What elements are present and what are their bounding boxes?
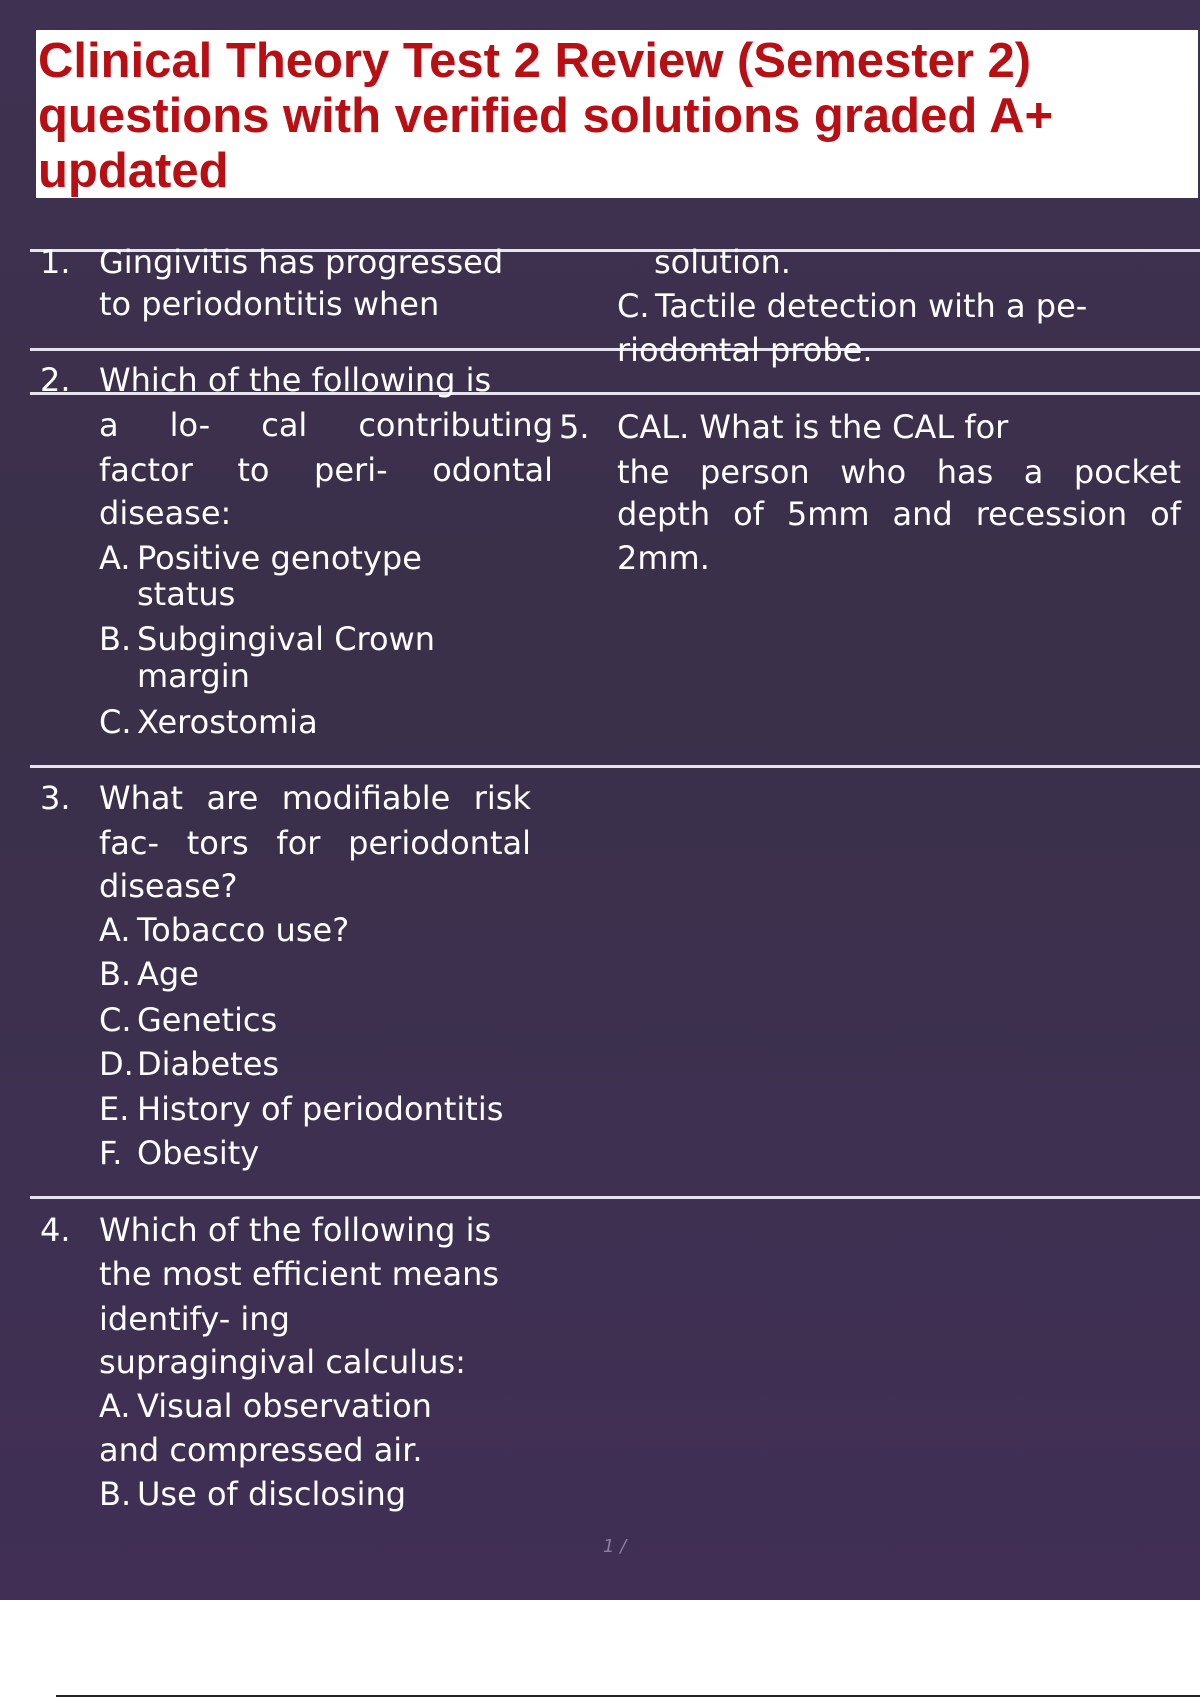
question-5-line-3: depth of 5mm and recession of — [617, 495, 1181, 533]
divider-q4 — [30, 1196, 1200, 1199]
question-3-option-c — [99, 998, 277, 1042]
option-text: Tobacco use? — [137, 911, 350, 949]
question-3-line-1: What are modifiable risk — [99, 779, 531, 817]
option-letter: B. — [99, 620, 132, 658]
question-4-line-4: supragingival calculus: — [99, 1343, 466, 1381]
title-box — [36, 30, 1198, 198]
option-letter: B. — [99, 955, 132, 993]
question-2-option-a-cont: status — [137, 575, 236, 613]
right-continuation-line: solution. — [654, 243, 791, 281]
question-2-number: 2. — [40, 361, 71, 399]
question-2-option-b-cont: margin — [137, 657, 250, 695]
question-5-line-4: 2mm. — [617, 539, 710, 577]
title-line-3: updated — [38, 144, 229, 198]
question-2-line-2: a lo- cal contributing — [99, 406, 553, 444]
question-2-line-4: disease: — [99, 494, 232, 532]
question-3-option-f — [99, 1131, 259, 1175]
option-text: Tactile detection with a pe- — [655, 287, 1088, 325]
page-title — [36, 30, 1198, 199]
option-text: Visual observation — [137, 1387, 432, 1425]
question-4-option-a-cont: and compressed air. — [99, 1431, 423, 1469]
option-letter: B. — [99, 1475, 132, 1513]
question-3-option-e — [99, 1087, 503, 1131]
option-letter: C. — [99, 1001, 132, 1039]
question-3-line-3: disease? — [99, 867, 238, 905]
divider-q2 — [30, 348, 1200, 351]
option-letter: C. — [617, 287, 650, 325]
question-1-line-2: to periodontitis when — [99, 285, 440, 323]
option-text: Diabetes — [137, 1045, 280, 1083]
title-line-1: Clinical Theory Test 2 Review (Semester 2) — [38, 34, 1032, 88]
question-3-option-d — [99, 1042, 279, 1086]
question-4-line-1: Which of the following is — [99, 1211, 492, 1249]
page-mark: 1 / — [603, 1536, 627, 1557]
option-text: Genetics — [137, 1001, 278, 1039]
option-letter: A. — [99, 911, 131, 949]
question-4-option-a — [99, 1384, 432, 1428]
option-text: Subgingival Crown — [137, 620, 436, 658]
question-2-option-c — [99, 700, 318, 744]
divider-q3 — [30, 765, 1200, 768]
option-letter: D. — [99, 1045, 134, 1083]
option-text: History of periodontitis — [137, 1090, 504, 1128]
question-3-option-b — [99, 952, 199, 996]
question-4-number: 4. — [40, 1211, 71, 1249]
question-5-line-1: CAL. What is the CAL for — [617, 408, 1009, 446]
question-4-line-2: the most efficient means — [99, 1255, 500, 1293]
question-3-number: 3. — [40, 779, 71, 817]
question-5-number: 5. — [559, 408, 590, 446]
question-2-line-3: factor to peri- odontal — [99, 451, 553, 489]
question-3-line-2: fac- tors for periodontal — [99, 824, 531, 862]
option-text: Xerostomia — [137, 703, 318, 741]
option-letter: A. — [99, 1387, 131, 1425]
question-3-option-a — [99, 908, 349, 952]
option-text: Age — [137, 955, 199, 993]
question-5-line-2: the person who has a pocket — [617, 453, 1181, 491]
question-1-line-1: Gingivitis has progressed — [99, 243, 504, 281]
option-letter: A. — [99, 539, 131, 577]
right-option-c — [617, 284, 1087, 328]
option-text: Obesity — [137, 1134, 260, 1172]
title-line-2: questions with verified solutions graded A+ — [38, 89, 1054, 143]
option-letter: C. — [99, 703, 132, 741]
option-letter: F. — [99, 1134, 123, 1172]
question-4-option-b — [99, 1472, 406, 1516]
option-text: Use of disclosing — [137, 1475, 407, 1513]
question-4-line-3: identify- ing — [99, 1300, 290, 1338]
question-2-line-1: Which of the following is — [99, 361, 492, 399]
option-letter: E. — [99, 1090, 130, 1128]
right-option-c-cont: riodontal probe. — [617, 331, 873, 369]
option-text: Positive genotype — [137, 539, 422, 577]
footer-rule — [56, 1695, 1200, 1697]
question-1-number: 1. — [40, 243, 71, 281]
